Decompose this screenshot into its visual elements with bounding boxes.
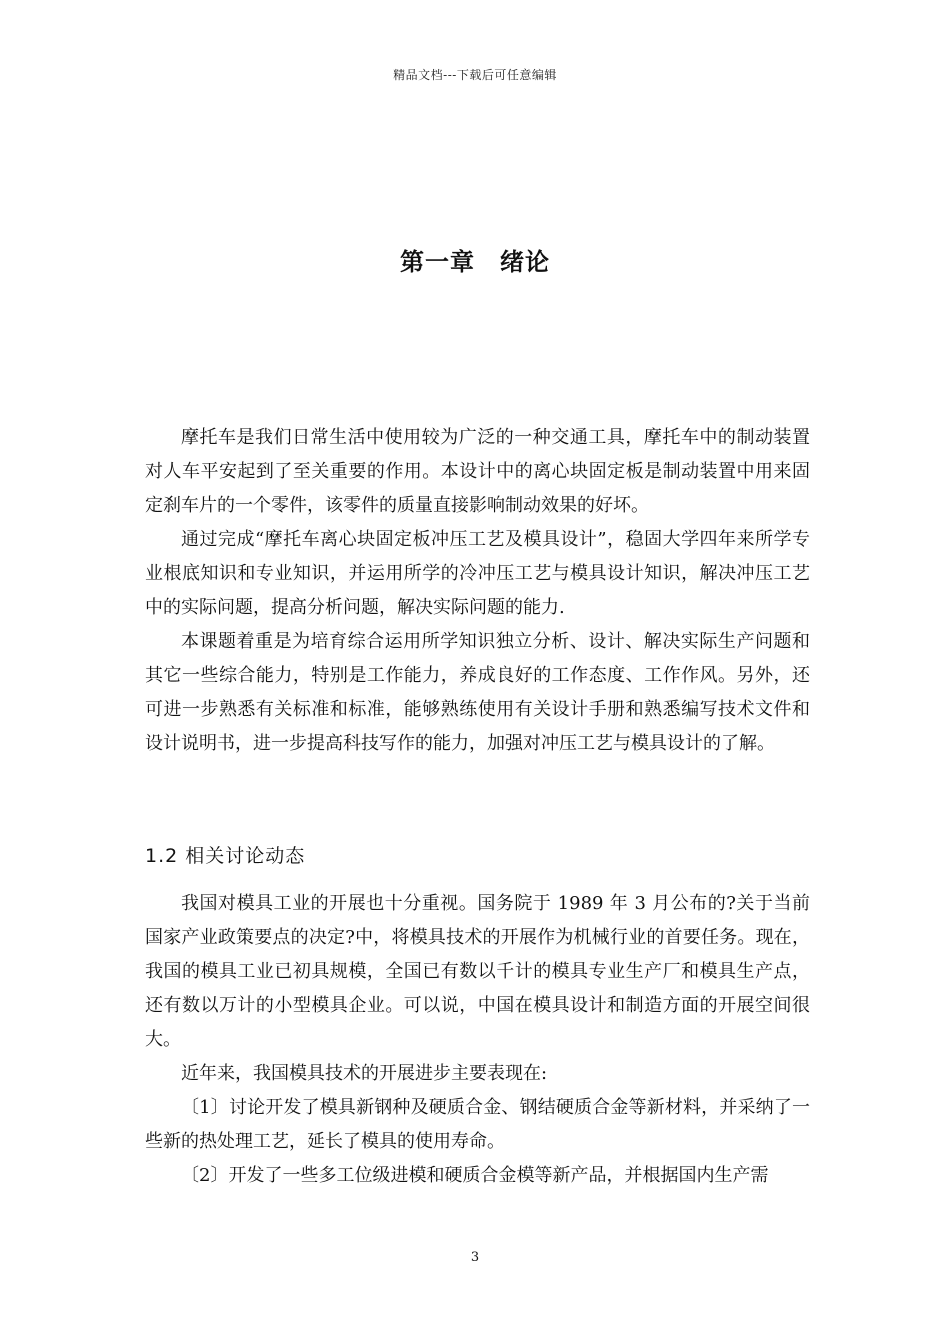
paragraph: 我国对模具工业的开展也十分重视。国务院于 1989 年 3 月公布的?关于当前国家产业政策要点的决定?中，将模具技术的开展作为机械行业的首要任务。现在，我国的模具工业已初具规模，全国已有数以千计的模具专业生产厂和模具生产点，还有数以万计的小型模具企业。可以说，中国在模具设计和制造方面的开展空间很大。	[145, 893, 810, 1050]
chapter-title: 第一章 绪论	[400, 248, 550, 276]
section-heading: 1.2 相关讨论动态	[145, 845, 306, 867]
paragraph: 通过完成“摩托车离心块固定板冲压工艺及模具设计”，稳固大学四年来所学专业根底知识和专业知识，并运用所学的冷冲压工艺与模具设计知识，解决冲压工艺中的实际问题，提高分析问题，解决实际问题的能力.	[145, 529, 810, 618]
paragraph: 本课题着重是为培育综合运用所学知识独立分析、设计、解决实际生产问题和其它一些综合能力，特别是工作能力，养成良好的工作态度、工作作风。另外，还可进一步熟悉有关标准和标准，能够熟练使用有关设计手册和熟悉编写技术文件和设计说明书，进一步提高科技写作的能力，加强对冲压工艺与模具设计的了解。	[145, 631, 810, 754]
paragraph: 〔2〕开发了一些多工位级进模和硬质合金模等新产品，并根据国内生产需	[181, 1165, 769, 1186]
intro-section	[145, 421, 810, 761]
page-number: 3	[470, 1250, 480, 1265]
paragraph: 〔1〕讨论开发了模具新钢种及硬质合金、钢结硬质合金等新材料，并采纳了一些新的热处理工艺，延长了模具的使用寿命。	[145, 1097, 810, 1152]
paragraph: 摩托车是我们日常生活中使用较为广泛的一种交通工具，摩托车中的制动装置对人车平安起到了至关重要的作用。本设计中的离心块固定板是制动装置中用来固定刹车片的一个零件，该零件的质量直接影响制动效果的好坏。	[145, 427, 810, 516]
research-section	[145, 887, 810, 1193]
paragraph: 近年来，我国模具技术的开展进步主要表现在:	[181, 1063, 548, 1084]
page-header: 精品文档---下载后可任意编辑	[393, 68, 557, 82]
